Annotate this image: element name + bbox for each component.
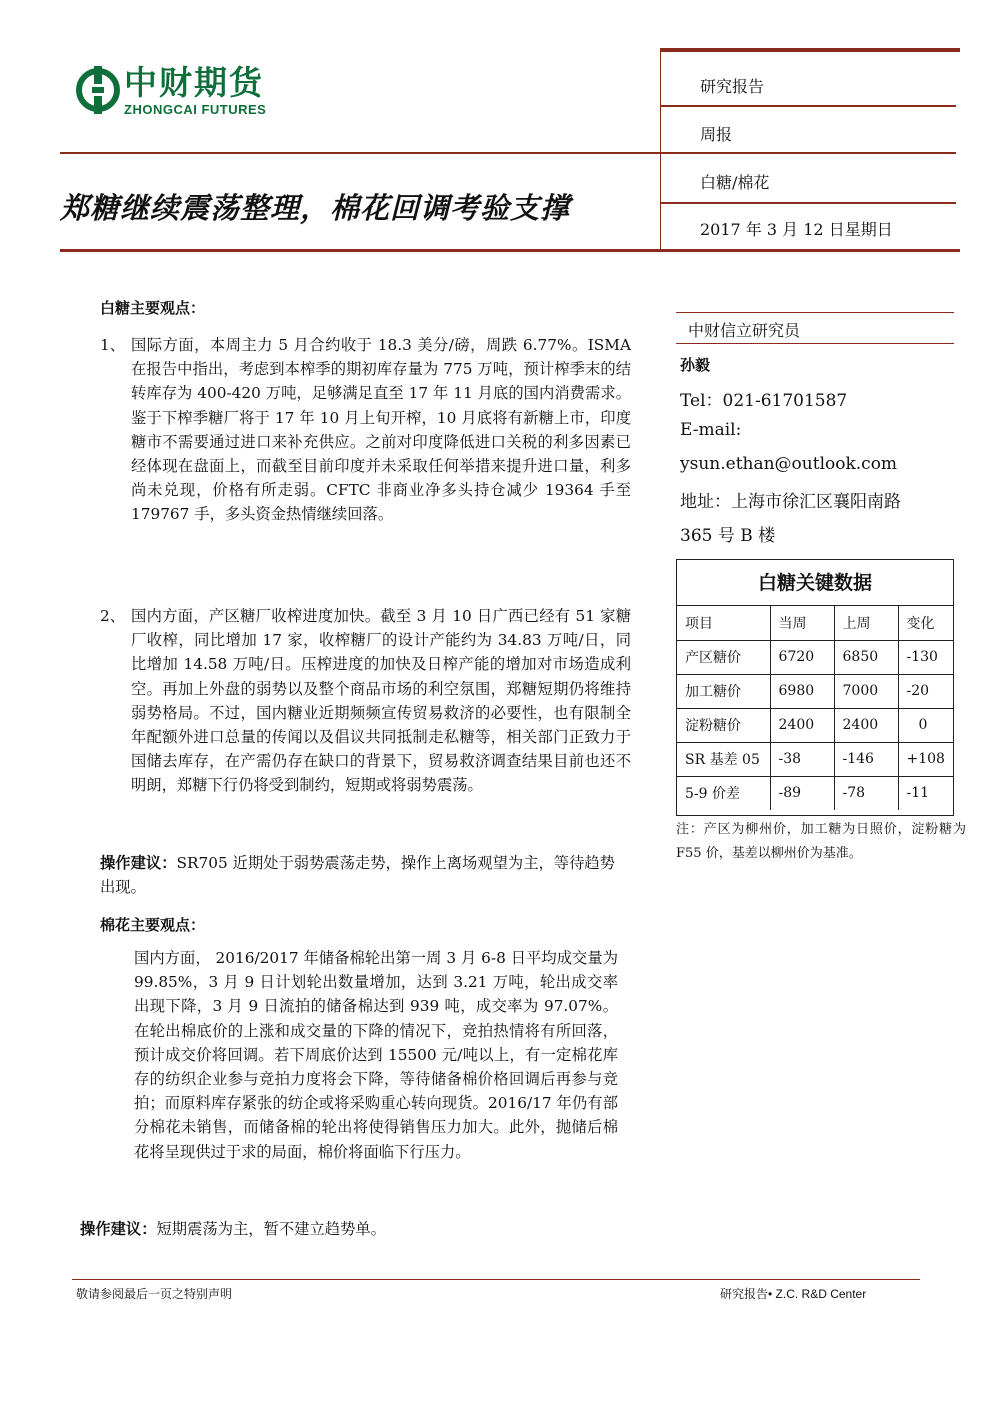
cotton-heading: 棉花主要观点： bbox=[100, 916, 206, 934]
table-header-cell: 项目 bbox=[677, 606, 770, 640]
analyst-tel: Tel：021-61701587 bbox=[680, 391, 848, 411]
top-right-thick-rule bbox=[661, 48, 960, 52]
analyst-address-line-1: 地址：上海市徐汇区襄阳南路 bbox=[680, 492, 901, 512]
analyst-name: 孙毅 bbox=[680, 356, 711, 374]
table-cell: -146 bbox=[834, 742, 898, 776]
footer-center-tag: 研究报告• Z.C. R&D Center bbox=[720, 1287, 867, 1301]
footer-disclaimer: 敬请参阅最后一页之特别声明 bbox=[76, 1287, 233, 1301]
key-data-table-box bbox=[676, 559, 954, 816]
sugar-point-1-number: 1、 bbox=[100, 336, 126, 354]
meta-rule-2 bbox=[661, 152, 956, 154]
sugar-point-1-text: 国际方面，本周主力 5 月合约收于 18.3 美分/磅，周跌 6.77%。ISMA 在报告中指出，考虑到本榨季的期初库存量为 775 万吨，预计榨季末的结转库存为 400-420 万吨，足够满足直至 17 年 11 月底的国内消费需求。鉴于下榨季糖厂将于 17 年 10 月上旬开榨，10 月底将有新糖上市，印度糖市不需要通过进口来补充供应。之前对印度降低进口关税的利多因素已经体现在盘面上，而截至目前印度并未采取任何举措来提升进口量，利多尚未兑现，价格有所走弱。CFTC 非商业净多头持仓减少 19364 手至 179767 手，多头资金热情继续回落。 bbox=[131, 336, 631, 524]
title-underline-rule bbox=[60, 249, 960, 252]
table-header-cell: 当周 bbox=[770, 606, 834, 640]
table-cell: SR 基差 05 bbox=[677, 742, 770, 776]
sugar-point-2-text: 国内方面，产区糖厂收榨进度加快。截至 3 月 10 日广西已经有 51 家糖厂收榨，同比增加 17 家，收榨糖厂的设计产能约为 34.83 万吨/日，同比增加 14.58 万吨/日。压榨进度的加快及日榨产能的增加对市场造成利空。再加上外盘的弱势以及整个商品市场的利空氛围，郑糖短期仍将维持弱势格局。不过，国内糖业近期频频宣传贸易救济的必要性，也有限制全年配额外进口总量的传闻以及倡议共同抵制走私糖等，相关部门正致力于国储去库存，在产需仍存在缺口的背景下，贸易救济调查结果目前也还不明朗，郑糖下行仍将受到制约，短期或将弱势震荡。 bbox=[131, 607, 631, 795]
meta-rule-3 bbox=[661, 202, 956, 204]
analyst-email-label: E-mail: bbox=[680, 420, 742, 440]
sugar-heading: 白糖主要观点： bbox=[100, 299, 206, 317]
key-data-title: 白糖关键数据 bbox=[677, 560, 953, 606]
table-cell: +108 bbox=[898, 742, 953, 776]
table-cell: 产区糖价 bbox=[677, 640, 770, 674]
table-cell: 淀粉糖价 bbox=[677, 708, 770, 742]
meta-report-type: 研究报告 bbox=[700, 77, 765, 96]
logo-mark-icon bbox=[76, 64, 120, 116]
table-row bbox=[677, 674, 953, 708]
analyst-rule-bottom bbox=[676, 343, 954, 344]
table-cell: 6980 bbox=[770, 674, 834, 708]
table-cell: -38 bbox=[770, 742, 834, 776]
meta-rule-1 bbox=[661, 105, 956, 107]
sugar-op-label: 操作建议： bbox=[100, 854, 177, 872]
table-cell: -89 bbox=[770, 776, 834, 810]
cotton-text: 国内方面， 2016/2017 年储备棉轮出第一周 3 月 6-8 日平均成交量为 99.85%，3 月 9 日计划轮出数量增加，达到 3.21 万吨，轮出成交率出现下降，3 月 9 日流拍的储备棉达到 939 吨，成交率为 97.07%。在轮出棉底价的上涨和成交量的下降的情况下，竞拍热情将有所回落，预计成交价将回调。若下周底价达到 15500 元/吨以上，有一定棉花库存的纺织企业参与竞拍力度将会下降，等待储备棉价格回调后再参与竞拍；而原料库存紧张的纺企或将采购重心转向现货。2016/17 年仍有部分棉花未销售，而储备棉的轮出将使得销售压力加大。此外，抛储后棉花将呈现供过于求的局面，棉价将面临下行压力。 bbox=[134, 949, 618, 1161]
table-cell: 0 bbox=[898, 708, 953, 742]
analyst-label: 中财信立研究员 bbox=[688, 321, 801, 340]
table-cell: 7000 bbox=[834, 674, 898, 708]
meta-divider-vertical bbox=[660, 48, 661, 252]
table-cell: 5-9 价差 bbox=[677, 776, 770, 810]
sugar-operation-advice bbox=[100, 851, 630, 899]
meta-date: 2017 年 3 月 12 日星期日 bbox=[700, 220, 893, 239]
company-logo bbox=[76, 62, 316, 122]
key-data-note: 注：产区为柳州价，加工糖为日照价，淀粉糖为 F55 价，基差以柳州价为基准。 bbox=[676, 822, 966, 861]
analyst-address-line-2: 365 号 B 楼 bbox=[680, 526, 776, 546]
report-title: 郑糖继续震荡整理，棉花回调考验支撑 bbox=[60, 191, 571, 225]
logo-text-en: ZHONGCAI FUTURES bbox=[124, 102, 267, 117]
table-header-cell: 变化 bbox=[898, 606, 953, 640]
cotton-op-text: 短期震荡为主，暂不建立趋势单。 bbox=[156, 1220, 386, 1238]
table-cell: -78 bbox=[834, 776, 898, 810]
footer-rule bbox=[72, 1279, 920, 1280]
table-cell: -20 bbox=[898, 674, 953, 708]
table-row bbox=[677, 776, 953, 810]
logo-text-cn: 中财期货 bbox=[124, 63, 264, 102]
table-row bbox=[677, 742, 953, 776]
logo-underline-rule bbox=[60, 152, 661, 154]
analyst-email-link[interactable]: ysun.ethan@outlook.com bbox=[680, 454, 898, 474]
table-header-row bbox=[677, 606, 953, 640]
table-cell: -130 bbox=[898, 640, 953, 674]
table-cell: 6720 bbox=[770, 640, 834, 674]
table-row bbox=[677, 640, 953, 674]
sugar-op-text: SR705 近期处于弱势震荡走势，操作上离场观望为主，等待趋势出现。 bbox=[100, 854, 615, 897]
table-cell: 2400 bbox=[770, 708, 834, 742]
table-cell: 加工糖价 bbox=[677, 674, 770, 708]
cotton-operation-advice bbox=[80, 1217, 640, 1241]
table-header-cell: 上周 bbox=[834, 606, 898, 640]
key-data-table bbox=[677, 606, 953, 810]
table-cell: 6850 bbox=[834, 640, 898, 674]
table-cell: -11 bbox=[906, 785, 930, 802]
meta-commodities: 白糖/棉花 bbox=[700, 173, 770, 192]
analyst-rule-top bbox=[676, 312, 954, 313]
table-cell: 2400 bbox=[834, 708, 898, 742]
cotton-op-label: 操作建议： bbox=[80, 1220, 157, 1238]
table-row bbox=[677, 708, 953, 742]
sugar-point-2-number: 2、 bbox=[100, 607, 126, 625]
meta-frequency: 周报 bbox=[700, 125, 733, 144]
